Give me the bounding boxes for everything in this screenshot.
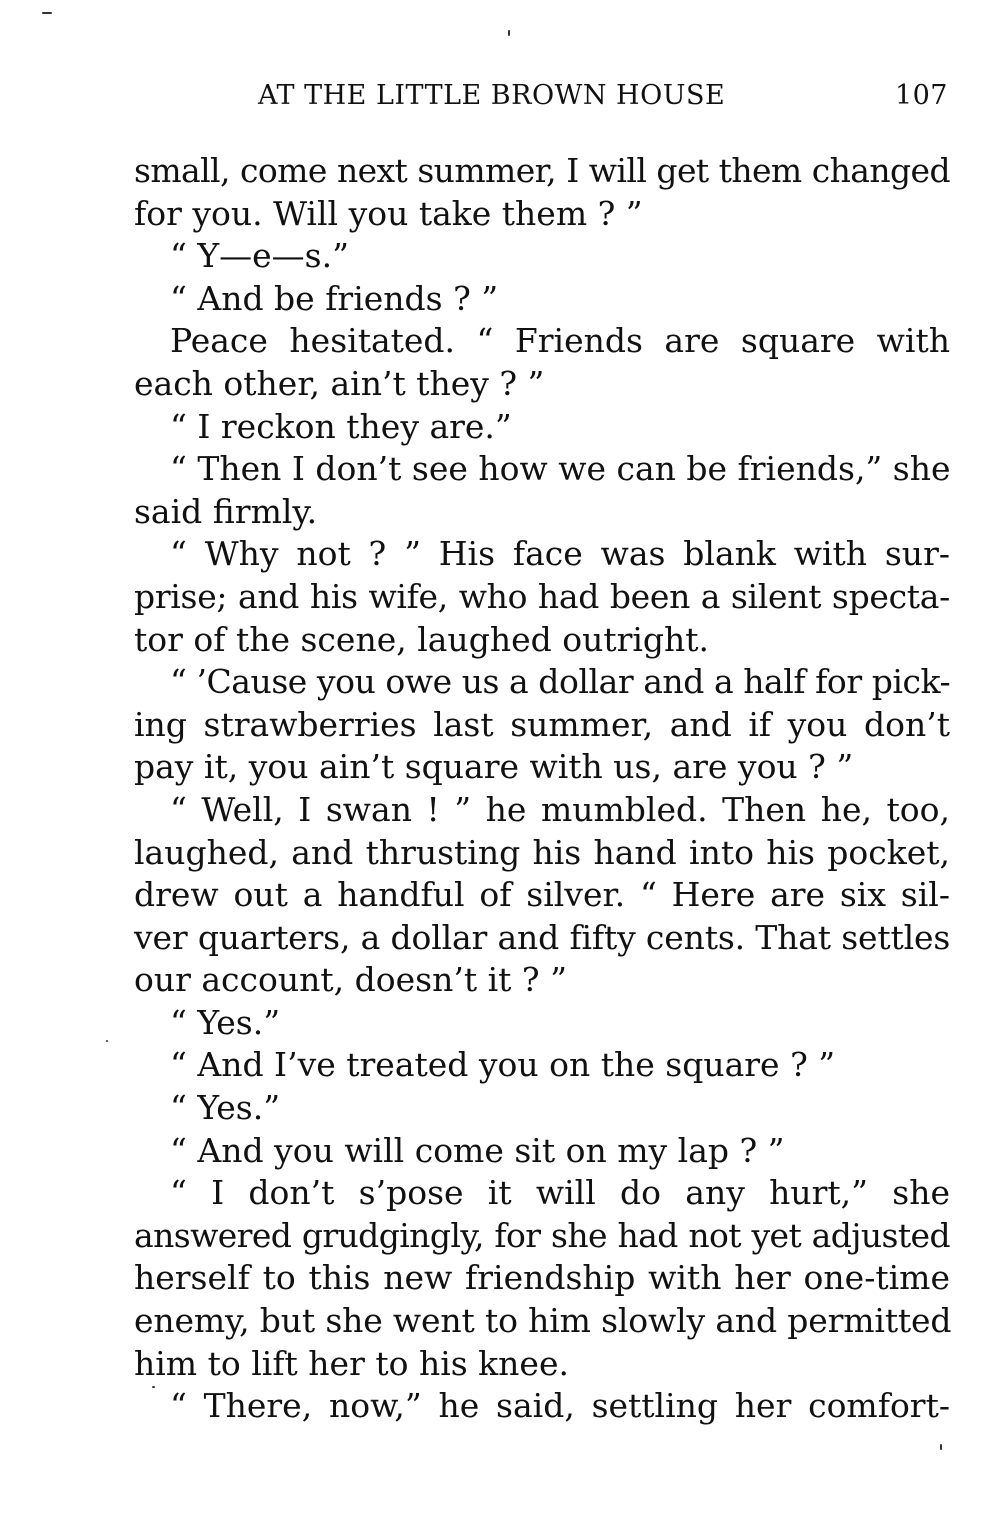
text-line: “ Yes.” <box>170 1002 281 1042</box>
running-head <box>258 80 948 120</box>
text-line: “ And you will come sit on my lap ? ” <box>170 1130 785 1170</box>
scan-speck <box>152 1386 155 1388</box>
running-head-title: AT THE LITTLE BROWN HOUSE <box>258 80 726 111</box>
text-line: ing strawberries last summer, and if you don’t <box>134 704 950 744</box>
body-text <box>134 150 950 1428</box>
text-line: him to lift her to his knee. <box>134 1343 569 1383</box>
scan-speck <box>508 30 510 36</box>
text-line: prise; and his wife, who had been a silent specta- <box>134 576 950 616</box>
text-line: pay it, you ain’t square with us, are you ? ” <box>134 747 854 787</box>
text-line: ver quarters, a dollar and fifty cents. That settles <box>134 917 951 957</box>
text-line: our account, doesn’t it ? ” <box>134 960 567 1000</box>
text-line: “ Y—e—s.” <box>170 236 349 276</box>
text-line: “ ’Cause you owe us a dollar and a half for pick- <box>170 662 951 702</box>
text-line: each other, ain’t they ? ” <box>134 363 545 403</box>
scan-speck <box>42 12 52 14</box>
text-line: “ Then I don’t see how we can be friends,” she <box>170 449 951 489</box>
text-line: laughed, and thrusting his hand into his pocket, <box>134 832 950 872</box>
text-line: “ And I’ve treated you on the square ? ” <box>170 1045 836 1085</box>
text-line: “ There, now,” he said, settling her comfort- <box>170 1386 950 1426</box>
text-line: Peace hesitated. “ Friends are square with <box>170 321 950 361</box>
text-line: small, come next summer, I will get them changed <box>134 151 950 190</box>
page-number: 107 <box>894 80 948 111</box>
text-line: “ I don’t s’pose it will do any hurt,” she <box>170 1173 950 1213</box>
text-line: “ Well, I swan ! ” he mumbled. Then he, too, <box>170 789 950 829</box>
text-line: “ And be friends ? ” <box>170 278 499 318</box>
scan-speck <box>940 1444 942 1450</box>
text-line: “ Yes.” <box>170 1088 281 1128</box>
text-line: “ I reckon they are.” <box>170 406 512 446</box>
text-line: answered grudgingly, for she had not yet adjusted <box>134 1215 950 1255</box>
text-line: enemy, but she went to him slowly and permitted <box>134 1301 952 1341</box>
text-line: drew out a handful of silver. “ Here are six sil- <box>134 875 950 915</box>
scan-speck <box>106 1040 108 1042</box>
text-line: tor of the scene, laughed outright. <box>134 619 710 659</box>
text-line: for you. Will you take them ? ” <box>134 193 643 233</box>
text-line: herself to this new friendship with her one-time <box>134 1258 950 1298</box>
text-line: said firmly. <box>134 491 318 531</box>
text-line: “ Why not ? ” His face was blank with sur- <box>170 534 950 574</box>
